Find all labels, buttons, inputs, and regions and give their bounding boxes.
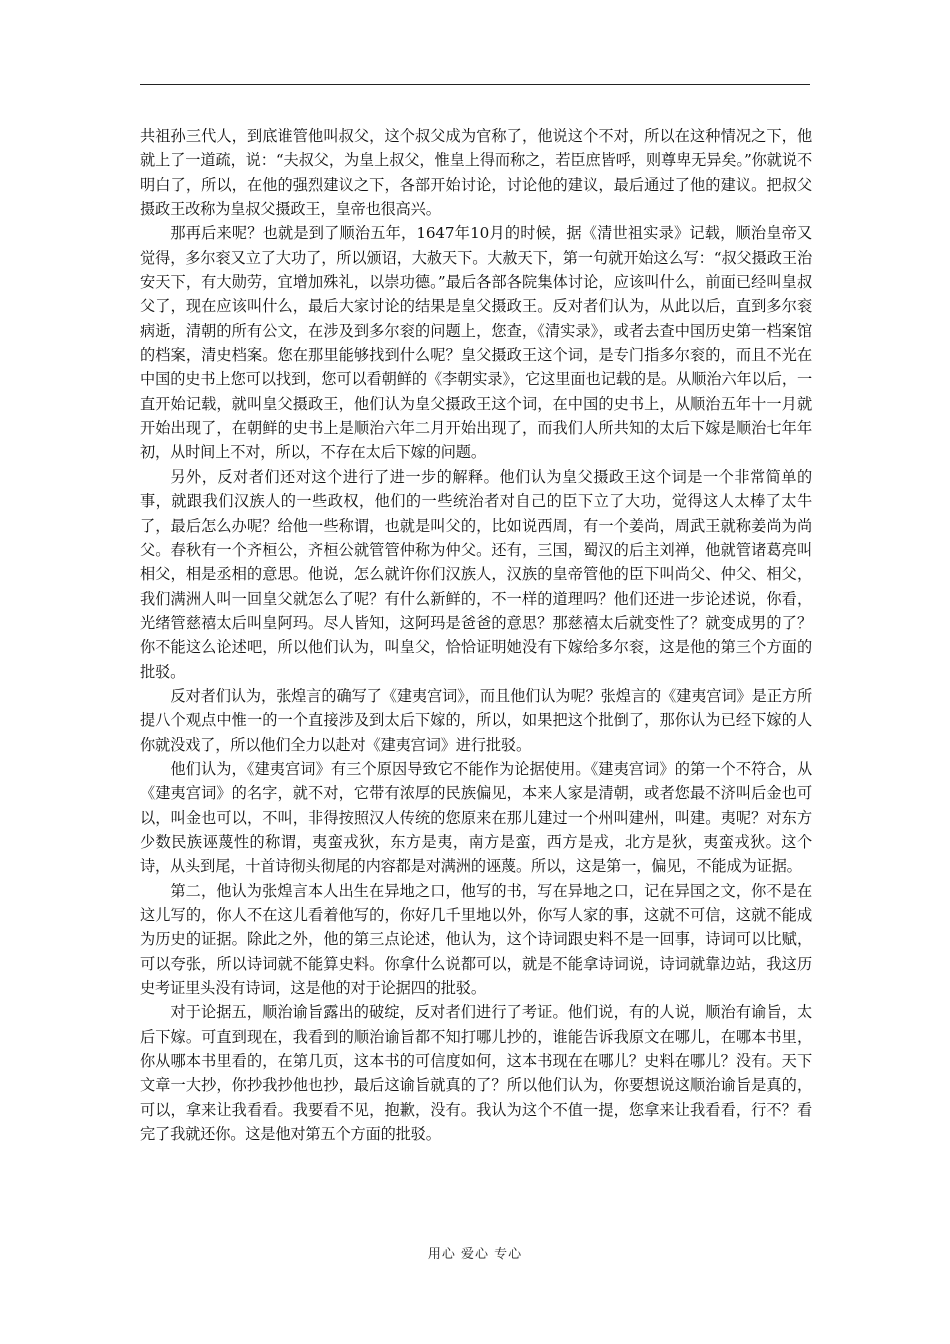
paragraph-6: 第二，他认为张煌言本人出生在异地之口，他写的书，写在异地之口，记在异国之文，你不是在这儿写的，你人不在这儿看着他写的，你好几千里地以外，你写人家的事，这就不可信，这就不能成为历史的证据。除此之外，他的第三点论述，他认为，这个诗词跟史料不是一回事，诗词可以比赋，可以夸张，所以诗词就不能算史料。你拿什么说都可以，就是不能拿诗词说，诗词就靠边站，我这历史考证里头没有诗词，这是他的对于论据四的批驳。 xyxy=(140,881,812,998)
paragraph-7: 对于论据五，顺治谕旨露出的破绽，反对者们进行了考证。他们说，有的人说，顺治有谕旨，太后下嫁。可直到现在，我看到的顺治谕旨都不知打哪儿抄的，谁能告诉我原文在哪儿，在哪本书里，你从哪本书里看的，在第几页，这本书的可信度如何，这本书现在在哪儿？史料在哪儿？没有。天下文章一大抄，你抄我抄他也抄，最后这谕旨就真的了？所以他们认为，你要想说这顺治谕旨是真的，可以，拿来让我看看。我要看不见，抱歉，没有。我认为这个不值一提，您拿来让我看看，行不？看完了我就还你。这是他对第五个方面的批驳。 xyxy=(140,1003,812,1144)
page-footer: 用心 爱心 专心 xyxy=(427,1247,523,1262)
paragraph-4: 反对者们认为，张煌言的确写了《建夷宫词》，而且他们认为呢？张煌言的《建夷宫词》是正方所提八个观点中惟一的一个直接涉及到太后下嫁的，所以，如果把这个批倒了，那你认为已经下嫁的人你就没戏了，所以他们全力以赴对《建夷宫词》进行批驳。 xyxy=(140,686,812,754)
paragraph-2: 那再后来呢？也就是到了顺治五年，1647年10月的时候，据《清世祖实录》记载，顺治皇帝又觉得，多尔衮又立了大功了，所以颁诏，大赦天下。大赦天下，第一句就开始这么写：“叔父摄政王治安天下，有大勋劳，宜增加殊礼，以崇功德。”最后各部各院集体讨论，应该叫什么，前面已经叫皇叔父了，现在应该叫什么，最后大家讨论的结果是皇父摄政王。反对者们认为，从此以后，直到多尔衮病逝，清朝的所有公文，在涉及到多尔衮的问题上，您查，《清实录》，或者去查中国历史第一档案馆的档案，清史档案。您在那里能够找到什么呢？皇父摄政王这个词，是专门指多尔衮的，而且不光在中国的史书上您可以找到，您可以看朝鲜的《李朝实录》，它这里面也记载的是。从顺治六年以后，一直开始记载，就叫皇父摄政王，他们认为皇父摄政王这个词，在中国的史书上，从顺治五年十一月就开始出现了，在朝鲜的史书上是顺治六年二月开始出现了，而我们人所共知的太后下嫁是顺治七年年初，从时间上不对，所以，不存在太后下嫁的问题。 xyxy=(140,224,812,462)
document-body xyxy=(140,124,812,1146)
paragraph-1: 共祖孙三代人，到底谁管他叫叔父，这个叔父成为官称了，他说这个不对，所以在这种情况之下，他就上了一道疏，说：“夫叔父，为皇上叔父，惟皇上得而称之，若臣庶皆呼，则尊卑无异矣。”你就说不明白了，所以，在他的强烈建议之下，各部开始讨论，讨论他的建议，最后通过了他的建议。把叔父摄政王改称为皇叔父摄政王，皇帝也很高兴。 xyxy=(140,127,812,219)
header-rule xyxy=(140,84,810,85)
paragraph-5: 他们认为，《建夷宫词》有三个原因导致它不能作为论据使用。《建夷宫词》的第一个不符合，从《建夷宫词》的名字，就不对，它带有浓厚的民族偏见，本来人家是清朝，或者您最不济叫后金也可以，叫金也可以，不叫，非得按照汉人传统的您原来在那儿建过一个州叫建州，叫建。夷呢？对东方少数民族诬蔑性的称谓，夷蛮戎狄，东方是夷，南方是蛮，西方是戎，北方是狄，夷蛮戎狄。这个诗，从头到尾，十首诗彻头彻尾的内容都是对满洲的诬蔑。所以，这是第一，偏见，不能成为证据。 xyxy=(140,759,812,876)
paragraph-3: 另外，反对者们还对这个进行了进一步的解释。他们认为皇父摄政王这个词是一个非常简单的事，就跟我们汉族人的一些政权，他们的一些统治者对自己的臣下立了大功，觉得这人太棒了太牛了，最后怎么办呢？给他一些称谓，也就是叫父的，比如说西周，有一个姜尚，周武王就称姜尚为尚父。春秋有一个齐桓公，齐桓公就管管仲称为仲父。还有，三国，蜀汉的后主刘禅，他就管诸葛亮叫相父，相是丞相的意思。他说，怎么就许你们汉族人，汉族的皇帝管他的臣下叫尚父、仲父、相父，我们满洲人叫一回皇父就怎么了呢？有什么新鲜的，不一样的道理吗？他们还进一步论述说，你看，光绪管慈禧太后叫皇阿玛。尽人皆知，这阿玛是爸爸的意思？那慈禧太后就变性了？就变成男的了？你不能这么论述吧，所以他们认为，叫皇父，恰恰证明她没有下嫁给多尔衮，这是他的第三个方面的批驳。 xyxy=(140,467,812,681)
